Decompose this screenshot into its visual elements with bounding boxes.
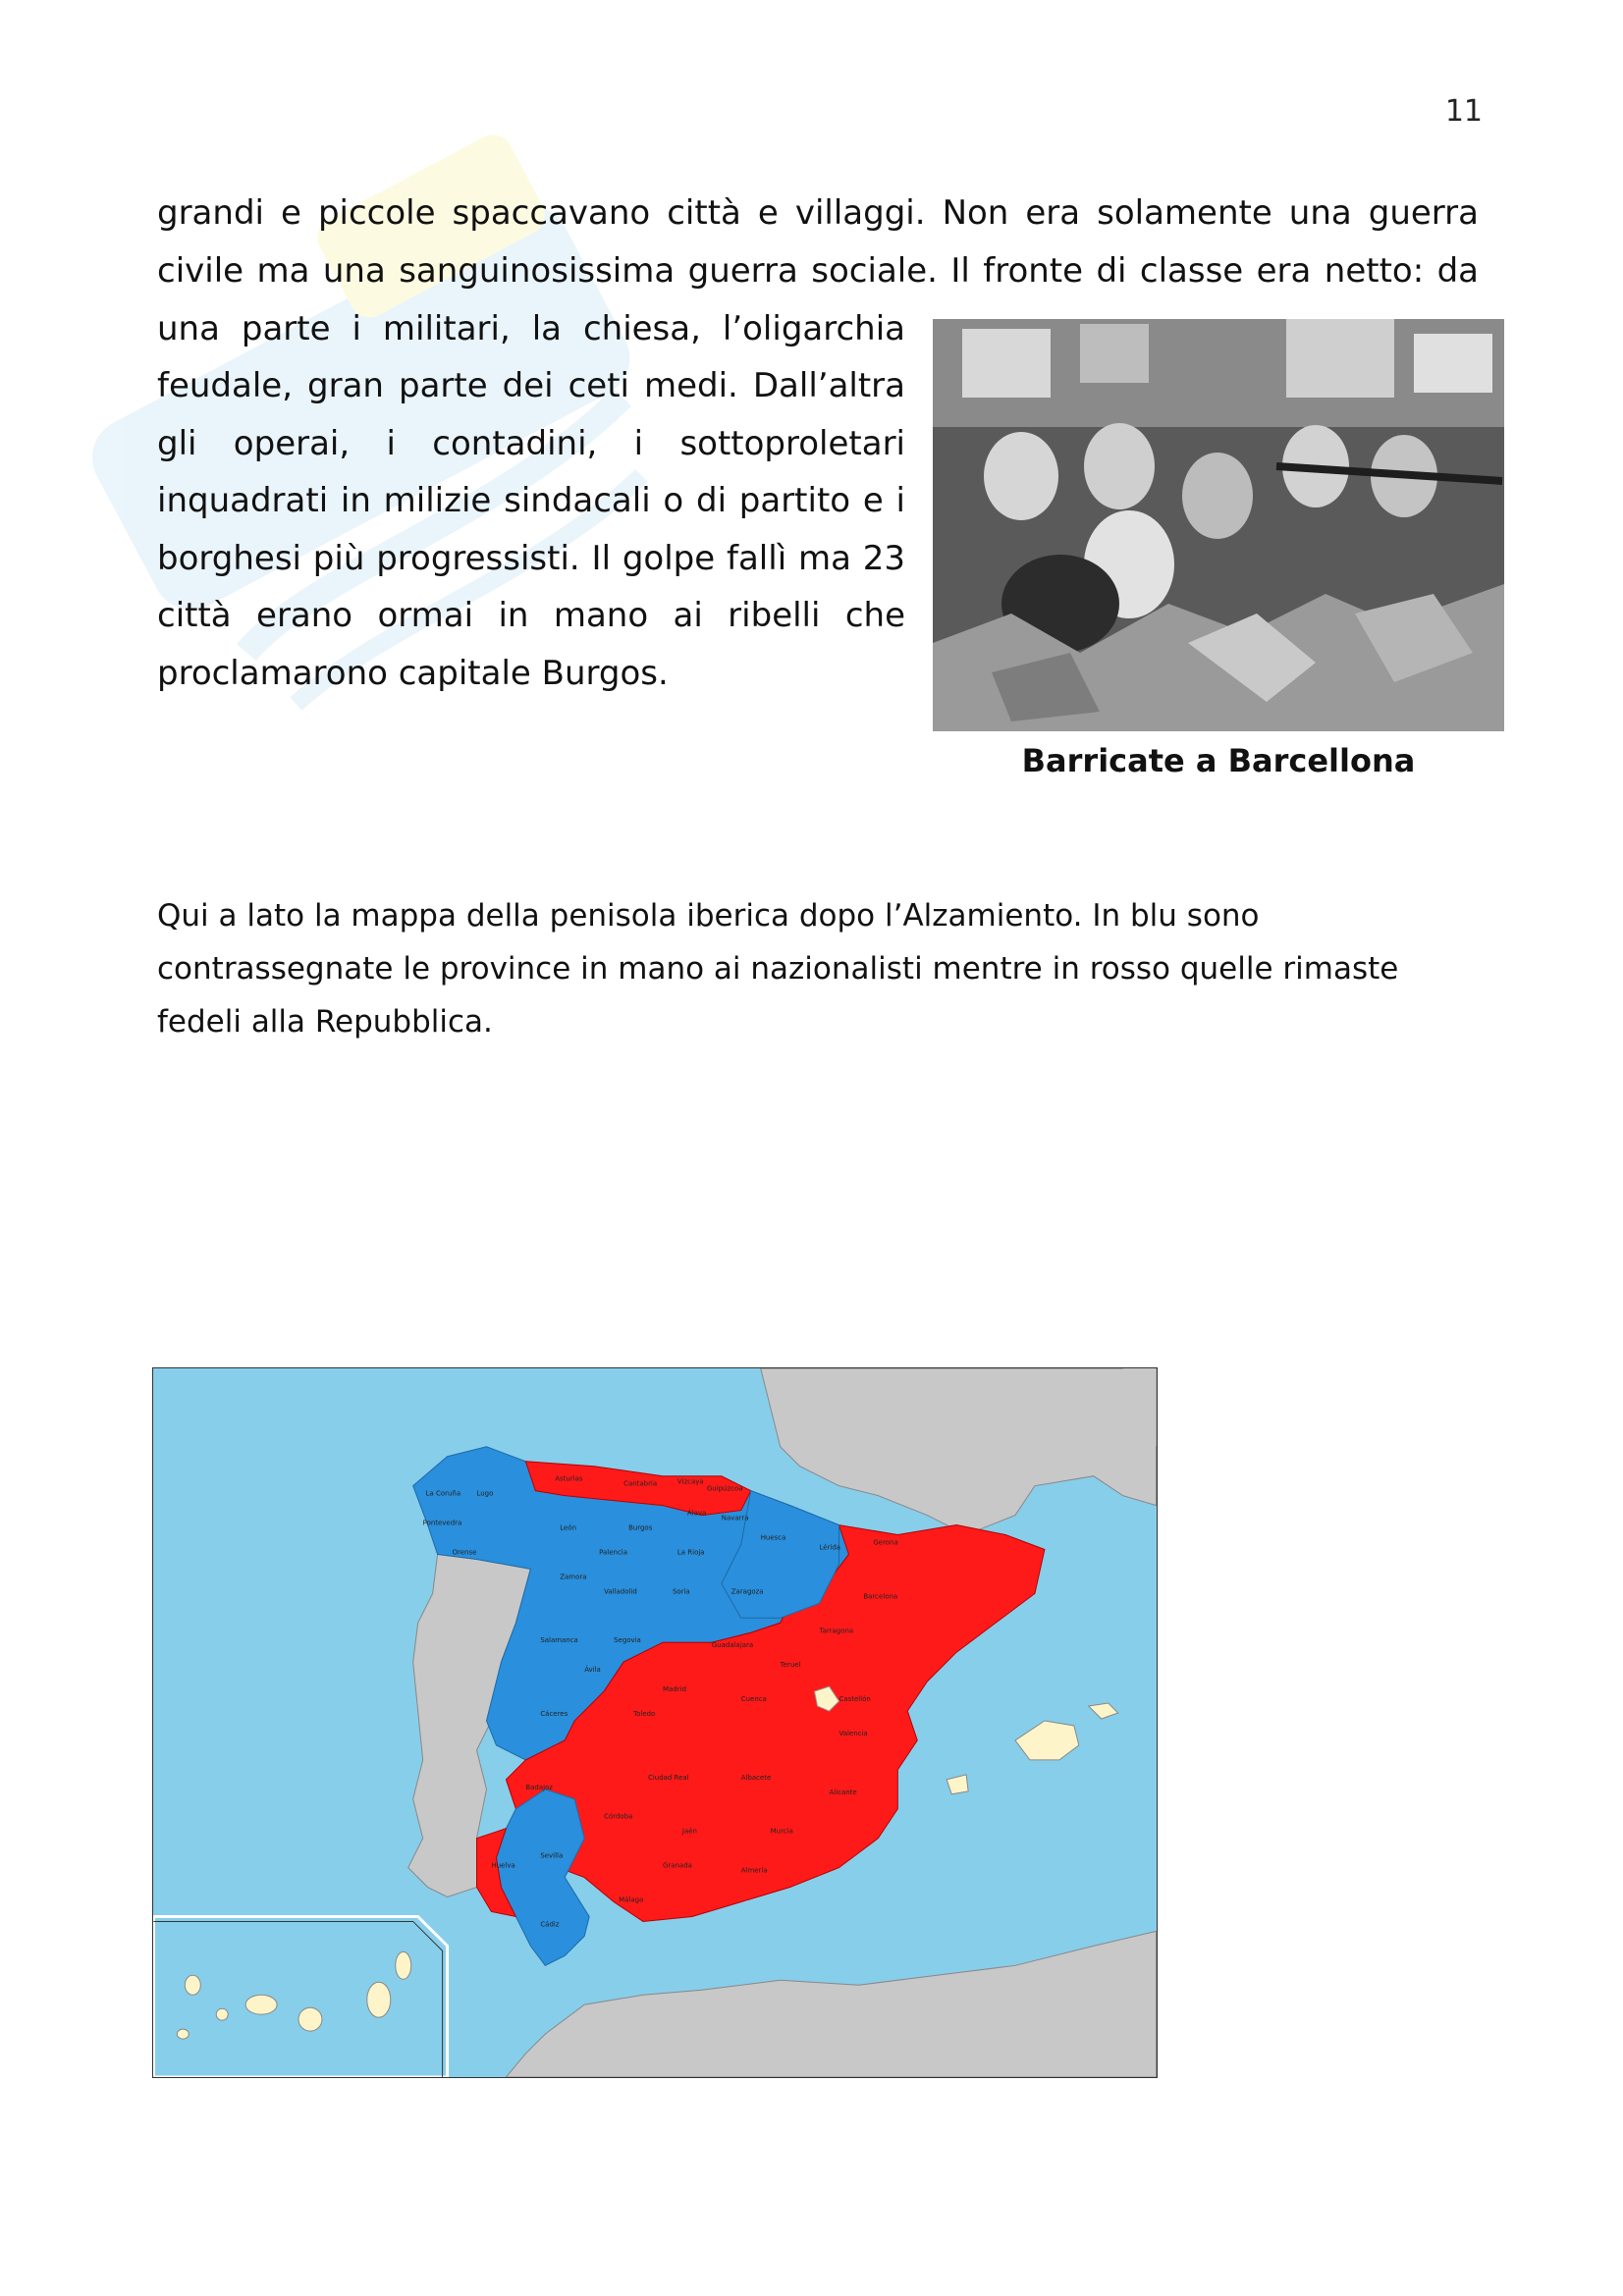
map-province-label: Málaga [619,1896,644,1904]
photo-caption: Barricate a Barcellona [1021,742,1416,779]
paragraph-line: inquadrati in milizie sindacali o di partito e i [157,481,905,520]
map-province-label: Navarra [721,1514,749,1522]
map-province-label: Toledo [633,1710,656,1719]
paragraph-line: contrassegnate le province in mano ai nazionalisti mentre in rosso quelle rimaste [157,951,1399,987]
map-province-label: Cuenca [740,1695,767,1704]
map-province-label: Barcelona [863,1592,898,1601]
map-province-label: Burgos [628,1523,653,1532]
map-province-label: Madrid [662,1685,686,1694]
map-province-label: Granada [662,1861,692,1870]
map-province-label: La Rioja [676,1548,705,1557]
map-province-label: Álava [686,1509,707,1518]
map-province-label: Segovia [614,1636,641,1645]
page-number: 11 [1444,94,1483,129]
paragraph-line: fedeli alla Repubblica. [157,1004,493,1040]
map-province-label: Cantabria [623,1479,658,1488]
spain-map [152,1367,1158,2078]
map-province-label: Albacete [740,1773,772,1782]
map-province-label: Orense [452,1548,477,1557]
map-province-label: Tarragona [819,1627,854,1635]
map-province-label: Lérida [819,1543,841,1552]
barricade-photo [933,319,1504,731]
map-province-label: Vizcaya [676,1477,704,1486]
paragraph-line: Qui a lato la mappa della penisola iberica dopo l’Alzamiento. In blu sono [157,898,1260,934]
map-province-label: Castellón [839,1695,871,1704]
map-province-label: Sevilla [540,1851,564,1860]
paragraph-line: gli operai, i contadini, i sottoproletari [157,424,905,463]
paragraph-line: grandi e piccole spaccavano città e villaggi. Non era solamente una guerra [157,193,1479,233]
map-province-label: Valladolid [604,1587,637,1596]
map-province-label: Badajoz [525,1783,553,1791]
map-province-label: Asturias [555,1474,583,1483]
map-province-label: Zamora [560,1573,587,1581]
map-province-label: Guadalajara [711,1641,754,1650]
map-province-label: Zaragoza [730,1587,764,1596]
map-province-label: Valencia [839,1729,868,1737]
map-province-label: Soria [672,1587,690,1596]
map-province-label: Gerona [873,1538,898,1547]
map-province-label: Huesca [760,1533,786,1542]
map-province-label: Cáceres [540,1710,568,1719]
map-province-label: Salamanca [540,1636,578,1645]
map-province-label: Palencia [599,1548,628,1557]
map-province-label: Almería [740,1866,768,1875]
paragraph-line: proclamarono capitale Burgos. [157,654,669,693]
map-province-label: Huelva [491,1861,515,1870]
paragraph-line: civile ma una sanguinosissima guerra sociale. Il fronte di classe era netto: da [157,251,1479,291]
map-province-label: Guipúzcoa [706,1484,743,1493]
map-province-label: Cádiz [540,1920,560,1929]
map-province-label: León [560,1523,577,1532]
map-province-label: La Coruña [425,1489,461,1498]
paragraph-line: città erano ormai in mano ai ribelli che [157,596,905,635]
map-province-label: Lugo [476,1489,494,1498]
map-province-label: Pontevedra [422,1519,462,1527]
paragraph-line: feudale, gran parte dei ceti medi. Dall’altra [157,366,905,405]
map-province-label: Alicante [829,1788,857,1796]
map-province-label: Jaén [681,1827,697,1836]
map-province-label: Ciudad Real [648,1773,689,1782]
map-province-label: Ávila [584,1666,601,1675]
paragraph-line: borghesi più progressisti. Il golpe fallì ma 23 [157,539,905,578]
map-province-label: Córdoba [604,1812,633,1821]
map-province-label: Murcia [770,1827,793,1836]
paragraph-line: una parte i militari, la chiesa, l’oligarchia [157,309,905,348]
map-province-label: Teruel [780,1661,801,1670]
